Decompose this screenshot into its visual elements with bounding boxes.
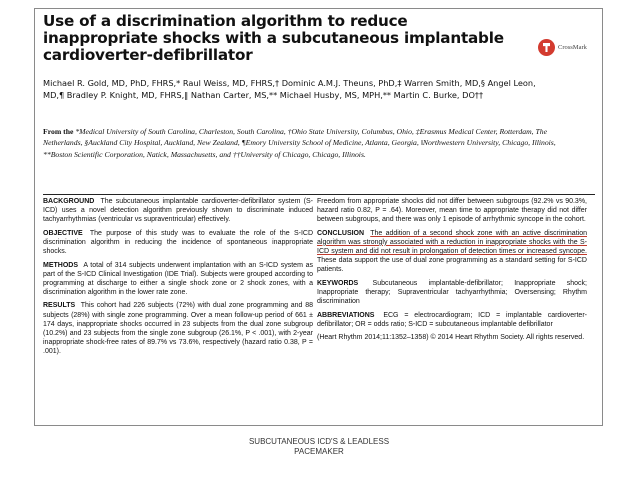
background-section (43, 197, 313, 224)
section-heading: OBJECTIVE (43, 229, 83, 237)
abbreviations-section (317, 311, 587, 329)
methods-section (43, 261, 313, 297)
section-heading: RESULTS (43, 302, 76, 310)
keywords-section (317, 279, 587, 306)
abstract-right-column (317, 197, 587, 347)
author-list: Michael R. Gold, MD, PhD, FHRS,* Raul Weiss, MD, FHRS,† Dominic A.M.J. Theuns, PhD,‡ Warren Smith, MD,§ Angel Leon, MD,¶ Bradley P. Knight, MD, FHRS,‖ Nathan Carter, MS,** Michael Husby, MS, MPH,** Martin C. Burke, DO†† (43, 78, 536, 101)
abstract-divider (43, 194, 595, 195)
crossmark-badge[interactable] (538, 39, 587, 56)
abbreviations-text: ECG = electrocardiogram; ICD = implantable cardioverter-defibrillator; OR = odds ratio; S-ICD = subcutaneous implantable defibrillator (317, 311, 587, 328)
slide-footer (0, 437, 638, 457)
crossmark-icon (538, 39, 555, 56)
section-heading: BACKGROUND (43, 198, 95, 205)
conclusion-highlight: The addition of a second shock zone with an active discrimination algorithm was strongly associated with a reduction in inappropriate shocks with the S-ICD system and did not result in prolongation of detection times or increased syncope. (317, 229, 587, 255)
paper-title: Use of a discrimination algorithm to reduce inappropriate shocks with a subcutaneous implantable cardioverter-defibrillator (43, 12, 504, 64)
affiliations (43, 126, 578, 160)
results-section (43, 301, 313, 356)
section-heading: CONCLUSION (317, 229, 365, 237)
footer-line-2: PACEMAKER (294, 447, 344, 456)
crossmark-label: CrossMark (558, 44, 587, 51)
citation: (Heart Rhythm 2014;11:1352–1358) © 2014 Heart Rhythm Society. All rights reserved. (317, 334, 585, 342)
section-text: The subcutaneous implantable cardioverter-defibrillator system (S-ICD) uses a novel detection algorithm previously shown to discriminate induced tachyarrhythmias (ventricular vs supraventricular) effectively. (43, 198, 313, 224)
conclusion-section (317, 229, 587, 274)
section-text: The purpose of this study was to evaluate the role of the S-ICD discrimination algorithm in reducing the incidence of spontaneous inappropriate shocks. (43, 229, 313, 255)
conclusion-text: These data support the use of dual zone programming as a standard setting for S-ICD patients. (317, 257, 587, 274)
footer-line-1: SUBCUTANEOUS ICD'S & LEADLESS (248, 437, 390, 446)
section-heading: KEYWORDS (317, 279, 359, 287)
abstract-left-column (43, 197, 313, 361)
affiliation-text: *Medical University of South Carolina, Charleston, South Carolina, †Ohio State University, Columbus, Ohio, ‡Erasmus Medical Center, Rotterdam, The Netherlands, §Auckland City Hospital, Auckland, New Zealand, ¶Emory University School of Medicine, Atlanta, Georgia, ‖Northwestern University, Chicago, Illinois, **Boston Scientific Corporation, Natick, Massachusetts, and ††University of Chicago, Chicago, Illinois. (43, 127, 556, 159)
paper-abstract-image (34, 8, 603, 426)
section-heading: METHODS (43, 261, 78, 269)
section-heading: ABBREVIATIONS (317, 311, 375, 319)
keywords-text: Subcutaneous implantable-defibrillator; Inappropriate shock; Inappropriate therapy; Supraventricular tachyarrhythmia; Oversensing; Rhythm discrimination (317, 279, 588, 305)
results-continued: Freedom from appropriate shocks did not differ between subgroups (92.2% vs 90.3%, hazard ratio 0.82, P = .64). Moreover, mean time to appropriate therapy did not differ between subgroups, and there was only 1 episode of arrhythmic syncope in the cohort. (317, 198, 587, 224)
section-text: A total of 314 subjects underwent implantation with an S-ICD system as part of the S-ICD Clinical Investigation (IDE Trial). Subjects were grouped according to programming at discharge to either a single shock zone or 2 shock zones, with a discrimination algorithm in the lower rate zone. (43, 261, 313, 296)
affiliation-prefix: From the (43, 127, 74, 136)
objective-section (43, 229, 313, 256)
section-text: This cohort had 226 subjects (72%) with dual zone programming and 88 subjects (28%) with single zone programming. Over a mean follow-up period of 661 ± 174 days, inappropriate shocks occurred in 23 subjects from the dual zone subgroup (10.2%) and 23 subjects from the single zone subgroup (26.1%, P < .001), with 2-year inappropriate shock-free rates of 89.7% vs 73.6%, respectively (hazard ratio 0.38, P = .001). (43, 302, 313, 355)
